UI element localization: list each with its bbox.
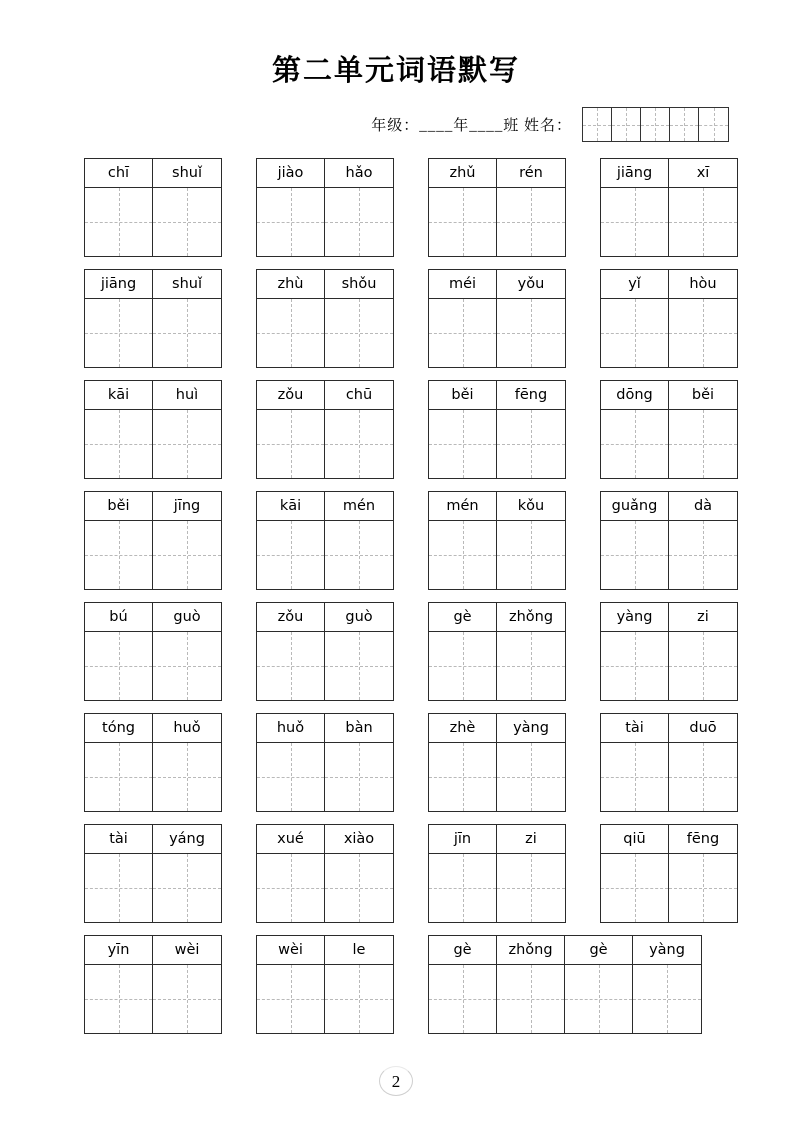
pinyin-cell: tài — [85, 825, 153, 853]
pinyin-row — [256, 158, 394, 187]
pinyin-cell: kāi — [85, 381, 153, 409]
word-row — [84, 269, 717, 368]
pinyin-row — [428, 380, 566, 409]
pinyin-cell: běi — [429, 381, 497, 409]
character-write-cell[interactable] — [669, 632, 737, 700]
character-row — [84, 853, 222, 923]
character-write-cell[interactable] — [85, 854, 153, 922]
pinyin-cell: duō — [689, 720, 717, 736]
pinyin-row — [256, 824, 394, 853]
character-write-cell[interactable] — [497, 299, 565, 367]
character-write-cell[interactable] — [497, 632, 565, 700]
pinyin-cell: zi — [697, 609, 709, 625]
word-block — [84, 935, 222, 1034]
word-block — [84, 602, 222, 701]
word-block — [600, 602, 738, 701]
character-write-cell[interactable] — [85, 632, 153, 700]
pinyin-cell: xiào — [343, 831, 375, 847]
character-row — [84, 298, 222, 368]
word-block — [600, 713, 738, 812]
word-block — [256, 269, 394, 368]
character-write-cell[interactable] — [325, 188, 393, 256]
character-write-cell[interactable] — [601, 299, 669, 367]
pinyin-row — [600, 158, 738, 187]
character-row — [256, 631, 394, 701]
character-write-cell[interactable] — [497, 188, 565, 256]
pinyin-cell: dà — [693, 498, 713, 514]
pinyin-cell: wèi — [257, 936, 325, 964]
character-write-cell[interactable] — [429, 965, 497, 1033]
character-write-cell[interactable] — [257, 188, 325, 256]
pinyin-cell: shuǐ — [172, 276, 202, 292]
pinyin-cell: chī — [85, 159, 153, 187]
pinyin-cell: rén — [519, 165, 543, 181]
pinyin-row — [84, 269, 222, 298]
pinyin-cell: mén — [342, 498, 376, 514]
pinyin-cell: zǒu — [257, 381, 325, 409]
character-write-cell[interactable] — [153, 410, 221, 478]
character-row — [428, 520, 566, 590]
character-row — [84, 187, 222, 257]
pinyin-row — [428, 491, 566, 520]
pinyin-row — [428, 269, 566, 298]
character-row — [256, 298, 394, 368]
character-write-cell[interactable] — [497, 743, 565, 811]
character-row — [428, 187, 566, 257]
character-write-cell[interactable] — [257, 632, 325, 700]
pinyin-cell: bàn — [345, 720, 373, 736]
pinyin-cell: yīn — [85, 936, 153, 964]
character-write-cell[interactable] — [257, 854, 325, 922]
character-write-cell[interactable] — [669, 521, 737, 589]
word-block — [428, 824, 566, 923]
character-row — [428, 742, 566, 812]
character-row — [84, 631, 222, 701]
name-box-cell[interactable] — [583, 108, 612, 141]
word-grid-area — [0, 158, 792, 1034]
pinyin-cell: fēng — [686, 831, 720, 847]
pinyin-cell: xué — [257, 825, 325, 853]
character-write-cell[interactable] — [325, 521, 393, 589]
character-row — [600, 409, 738, 479]
word-block — [84, 824, 222, 923]
pinyin-cell: shǒu — [341, 276, 377, 292]
word-block — [256, 380, 394, 479]
pinyin-cell: gè — [565, 936, 633, 964]
character-row — [600, 853, 738, 923]
pinyin-cell: kāi — [257, 492, 325, 520]
pinyin-cell: jiāng — [85, 270, 153, 298]
pinyin-cell: tài — [601, 714, 669, 742]
pinyin-cell: zhù — [257, 270, 325, 298]
pinyin-cell: hòu — [689, 276, 717, 292]
pinyin-cell: gè — [429, 603, 497, 631]
word-block — [256, 491, 394, 590]
character-write-cell[interactable] — [429, 521, 497, 589]
pinyin-cell: huǒ — [257, 714, 325, 742]
character-write-cell[interactable] — [565, 965, 633, 1033]
pinyin-cell: shuǐ — [172, 165, 202, 181]
character-write-cell[interactable] — [497, 521, 565, 589]
pinyin-cell: jīn — [429, 825, 497, 853]
pinyin-row — [600, 824, 738, 853]
word-row — [84, 713, 717, 812]
character-write-cell[interactable] — [325, 743, 393, 811]
pinyin-cell: gè — [429, 936, 497, 964]
pinyin-cell: jiào — [257, 159, 325, 187]
pinyin-row — [600, 713, 738, 742]
character-write-cell[interactable] — [497, 854, 565, 922]
character-write-cell[interactable] — [601, 188, 669, 256]
pinyin-cell: huì — [175, 387, 199, 403]
pinyin-cell: mén — [429, 492, 497, 520]
word-block — [600, 491, 738, 590]
pinyin-cell: guò — [345, 609, 373, 625]
pinyin-row — [600, 602, 738, 631]
character-row — [256, 187, 394, 257]
character-row — [84, 520, 222, 590]
pinyin-cell: běi — [691, 387, 715, 403]
character-write-cell[interactable] — [601, 854, 669, 922]
word-block — [256, 713, 394, 812]
word-block — [600, 824, 738, 923]
character-row — [600, 742, 738, 812]
pinyin-cell: jīng — [173, 498, 201, 514]
character-row — [428, 853, 566, 923]
name-box-cell[interactable] — [612, 108, 641, 141]
character-write-cell[interactable] — [153, 743, 221, 811]
character-write-cell[interactable] — [325, 410, 393, 478]
character-write-cell[interactable] — [85, 188, 153, 256]
pinyin-cell: yàng — [649, 942, 685, 958]
character-row — [428, 409, 566, 479]
page-footer — [0, 1066, 792, 1096]
pinyin-cell: yáng — [169, 831, 205, 847]
character-row — [84, 964, 222, 1034]
word-block — [428, 602, 566, 701]
pinyin-row — [600, 491, 738, 520]
pinyin-row — [84, 935, 222, 964]
pinyin-row — [84, 491, 222, 520]
character-write-cell[interactable] — [257, 410, 325, 478]
pinyin-cell: qiū — [601, 825, 669, 853]
character-write-cell[interactable] — [601, 521, 669, 589]
character-write-cell[interactable] — [85, 410, 153, 478]
character-row — [256, 409, 394, 479]
character-write-cell[interactable] — [429, 299, 497, 367]
character-write-cell[interactable] — [429, 743, 497, 811]
pinyin-row — [428, 602, 566, 631]
pinyin-row — [256, 713, 394, 742]
character-write-cell[interactable] — [85, 521, 153, 589]
word-block — [428, 158, 566, 257]
character-write-cell[interactable] — [257, 521, 325, 589]
word-row — [84, 602, 712, 701]
word-row — [84, 491, 712, 590]
word-block — [84, 713, 222, 812]
word-block — [600, 269, 738, 368]
character-write-cell[interactable] — [153, 299, 221, 367]
pinyin-cell: yǐ — [601, 270, 669, 298]
word-row — [84, 824, 720, 923]
character-write-cell[interactable] — [257, 299, 325, 367]
name-entry-boxes[interactable] — [582, 107, 729, 142]
character-write-cell[interactable] — [429, 632, 497, 700]
pinyin-cell: le — [352, 942, 366, 958]
pinyin-row — [428, 158, 566, 187]
pinyin-cell: yǒu — [517, 276, 545, 292]
word-block — [600, 380, 738, 479]
character-row — [428, 631, 566, 701]
pinyin-cell: méi — [429, 270, 497, 298]
character-write-cell[interactable] — [85, 299, 153, 367]
character-write-cell[interactable] — [153, 521, 221, 589]
character-write-cell[interactable] — [325, 965, 393, 1033]
character-row — [600, 520, 738, 590]
pinyin-cell: zhè — [429, 714, 497, 742]
character-write-cell[interactable] — [669, 188, 737, 256]
pinyin-cell: chū — [345, 387, 373, 403]
pinyin-row — [428, 935, 702, 964]
character-write-cell[interactable] — [601, 632, 669, 700]
pinyin-cell: běi — [85, 492, 153, 520]
character-write-cell[interactable] — [429, 410, 497, 478]
word-block — [428, 269, 566, 368]
character-row — [256, 520, 394, 590]
pinyin-row — [84, 824, 222, 853]
student-info-label: 年级：____年____班 姓名： — [371, 118, 572, 134]
pinyin-row — [428, 713, 566, 742]
page-number: 2 — [379, 1066, 413, 1096]
character-write-cell[interactable] — [257, 965, 325, 1033]
pinyin-row — [256, 380, 394, 409]
pinyin-row — [256, 935, 394, 964]
character-write-cell[interactable] — [153, 188, 221, 256]
word-block — [428, 491, 566, 590]
pinyin-row — [84, 602, 222, 631]
pinyin-cell: zǒu — [257, 603, 325, 631]
pinyin-cell: dōng — [601, 381, 669, 409]
character-write-cell[interactable] — [153, 965, 221, 1033]
character-row — [428, 298, 566, 368]
character-write-cell[interactable] — [325, 854, 393, 922]
word-row — [84, 380, 715, 479]
word-row — [84, 158, 712, 257]
character-write-cell[interactable] — [633, 965, 701, 1033]
character-write-cell[interactable] — [85, 743, 153, 811]
character-write-cell[interactable] — [601, 410, 669, 478]
word-block — [600, 158, 738, 257]
pinyin-cell: zhǒng — [508, 609, 554, 625]
word-block — [256, 602, 394, 701]
pinyin-cell: zhǒng — [497, 936, 565, 964]
character-write-cell[interactable] — [325, 299, 393, 367]
pinyin-cell: huǒ — [173, 720, 201, 736]
character-write-cell[interactable] — [669, 743, 737, 811]
pinyin-row — [84, 380, 222, 409]
pinyin-cell: zi — [525, 831, 537, 847]
name-box-cell[interactable] — [670, 108, 699, 141]
character-write-cell[interactable] — [429, 188, 497, 256]
word-block — [84, 491, 222, 590]
pinyin-cell: hǎo — [345, 165, 373, 181]
pinyin-row — [84, 713, 222, 742]
pinyin-row — [84, 158, 222, 187]
character-row — [84, 409, 222, 479]
pinyin-cell: tóng — [85, 714, 153, 742]
pinyin-cell: jiāng — [601, 159, 669, 187]
word-block — [256, 158, 394, 257]
word-block — [256, 935, 394, 1034]
pinyin-row — [600, 380, 738, 409]
character-write-cell[interactable] — [669, 410, 737, 478]
word-block — [84, 158, 222, 257]
student-info-row — [0, 107, 792, 142]
word-block — [428, 935, 702, 1034]
character-write-cell[interactable] — [669, 854, 737, 922]
character-row — [256, 742, 394, 812]
character-write-cell[interactable] — [257, 743, 325, 811]
pinyin-cell: bú — [85, 603, 153, 631]
pinyin-cell: kǒu — [517, 498, 545, 514]
pinyin-cell: wèi — [174, 942, 200, 958]
character-write-cell[interactable] — [153, 854, 221, 922]
pinyin-cell: fēng — [514, 387, 548, 403]
pinyin-cell: yàng — [601, 603, 669, 631]
word-block — [84, 380, 222, 479]
pinyin-cell: guǎng — [601, 492, 669, 520]
character-write-cell[interactable] — [497, 965, 565, 1033]
word-block — [428, 713, 566, 812]
word-row — [84, 935, 712, 1034]
pinyin-row — [600, 269, 738, 298]
character-write-cell[interactable] — [429, 854, 497, 922]
name-box-cell[interactable] — [641, 108, 670, 141]
pinyin-row — [428, 824, 566, 853]
character-row — [256, 853, 394, 923]
pinyin-cell: yàng — [513, 720, 549, 736]
pinyin-row — [256, 269, 394, 298]
pinyin-row — [256, 491, 394, 520]
word-block — [84, 269, 222, 368]
character-write-cell[interactable] — [325, 632, 393, 700]
character-write-cell[interactable] — [153, 632, 221, 700]
page-title: 第二单元词语默写 — [271, 55, 520, 87]
character-row — [600, 631, 738, 701]
character-write-cell[interactable] — [601, 743, 669, 811]
character-write-cell[interactable] — [85, 965, 153, 1033]
character-row — [84, 742, 222, 812]
word-block — [256, 824, 394, 923]
character-row — [428, 964, 702, 1034]
character-write-cell[interactable] — [669, 299, 737, 367]
pinyin-row — [256, 602, 394, 631]
pinyin-cell: guò — [173, 609, 201, 625]
word-block — [428, 380, 566, 479]
name-box-cell[interactable] — [699, 108, 728, 141]
character-row — [256, 964, 394, 1034]
character-write-cell[interactable] — [497, 410, 565, 478]
pinyin-cell: zhǔ — [429, 159, 497, 187]
character-row — [600, 187, 738, 257]
pinyin-cell: xī — [696, 165, 710, 181]
character-row — [600, 298, 738, 368]
